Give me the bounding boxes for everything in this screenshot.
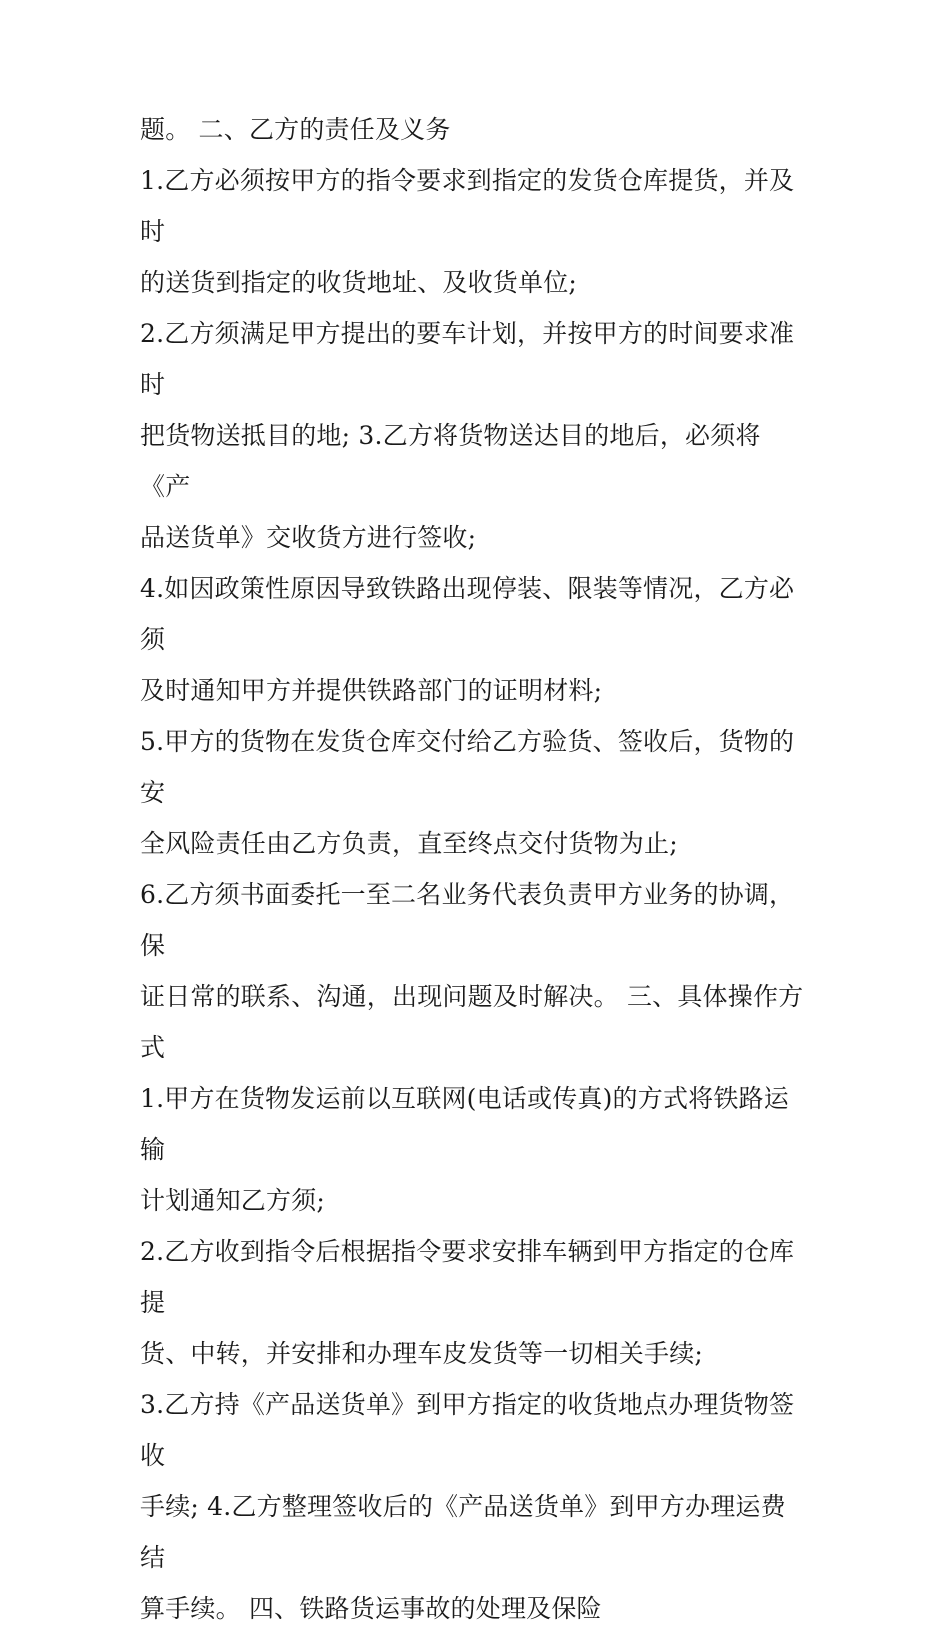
text-line: 算手续。 四、铁路货运事故的处理及保险 xyxy=(140,1594,602,1623)
text-line: 1.甲方在货物发运前以互联网(电话或传真)的方式将铁路运输 xyxy=(140,1084,789,1164)
text-line: 货、中转，并安排和办理车皮发货等一切相关手续; xyxy=(140,1339,704,1368)
text-line: 手续; 4.乙方整理签收后的《产品送货单》到甲方办理运费结 xyxy=(140,1492,786,1572)
text-line: 及时通知甲方并提供铁路部门的证明材料; xyxy=(140,676,603,705)
text-line: 的送货到指定的收货地址、及收货单位; xyxy=(140,268,578,297)
text-line: 1.乙方必须按甲方的指令要求到指定的发货仓库提货，并及时 xyxy=(140,166,795,246)
text-line: 2.乙方须满足甲方提出的要车计划，并按甲方的时间要求准时 xyxy=(140,319,795,399)
text-line: 计划通知乙方须; xyxy=(140,1186,326,1215)
text-line: 题。 二、乙方的责任及义务 xyxy=(140,115,451,144)
text-line: 品送货单》交收货方进行签收; xyxy=(140,523,477,552)
document-body xyxy=(140,104,810,1634)
text-line: 2.乙方收到指令后根据指令要求安排车辆到甲方指定的仓库提 xyxy=(140,1237,795,1317)
text-line: 全风险责任由乙方负责，直至终点交付货物为止; xyxy=(140,829,678,858)
text-line: 3.乙方持《产品送货单》到甲方指定的收货地点办理货物签收 xyxy=(140,1390,795,1470)
text-line: 4.如因政策性原因导致铁路出现停装、限装等情况，乙方必须 xyxy=(140,574,795,654)
text-line: 6.乙方须书面委托一至二名业务代表负责甲方业务的协调，保 xyxy=(140,880,795,960)
text-line: 式 xyxy=(140,1033,166,1062)
text-line: 5.甲方的货物在发货仓库交付给乙方验货、签收后，货物的安 xyxy=(140,727,795,807)
text-line: 证日常的联系、沟通，出现问题及时解决。 三、具体操作方 xyxy=(140,982,804,1011)
text-line: 把货物送抵目的地; 3.乙方将货物送达目的地后，必须将《产 xyxy=(140,421,761,501)
